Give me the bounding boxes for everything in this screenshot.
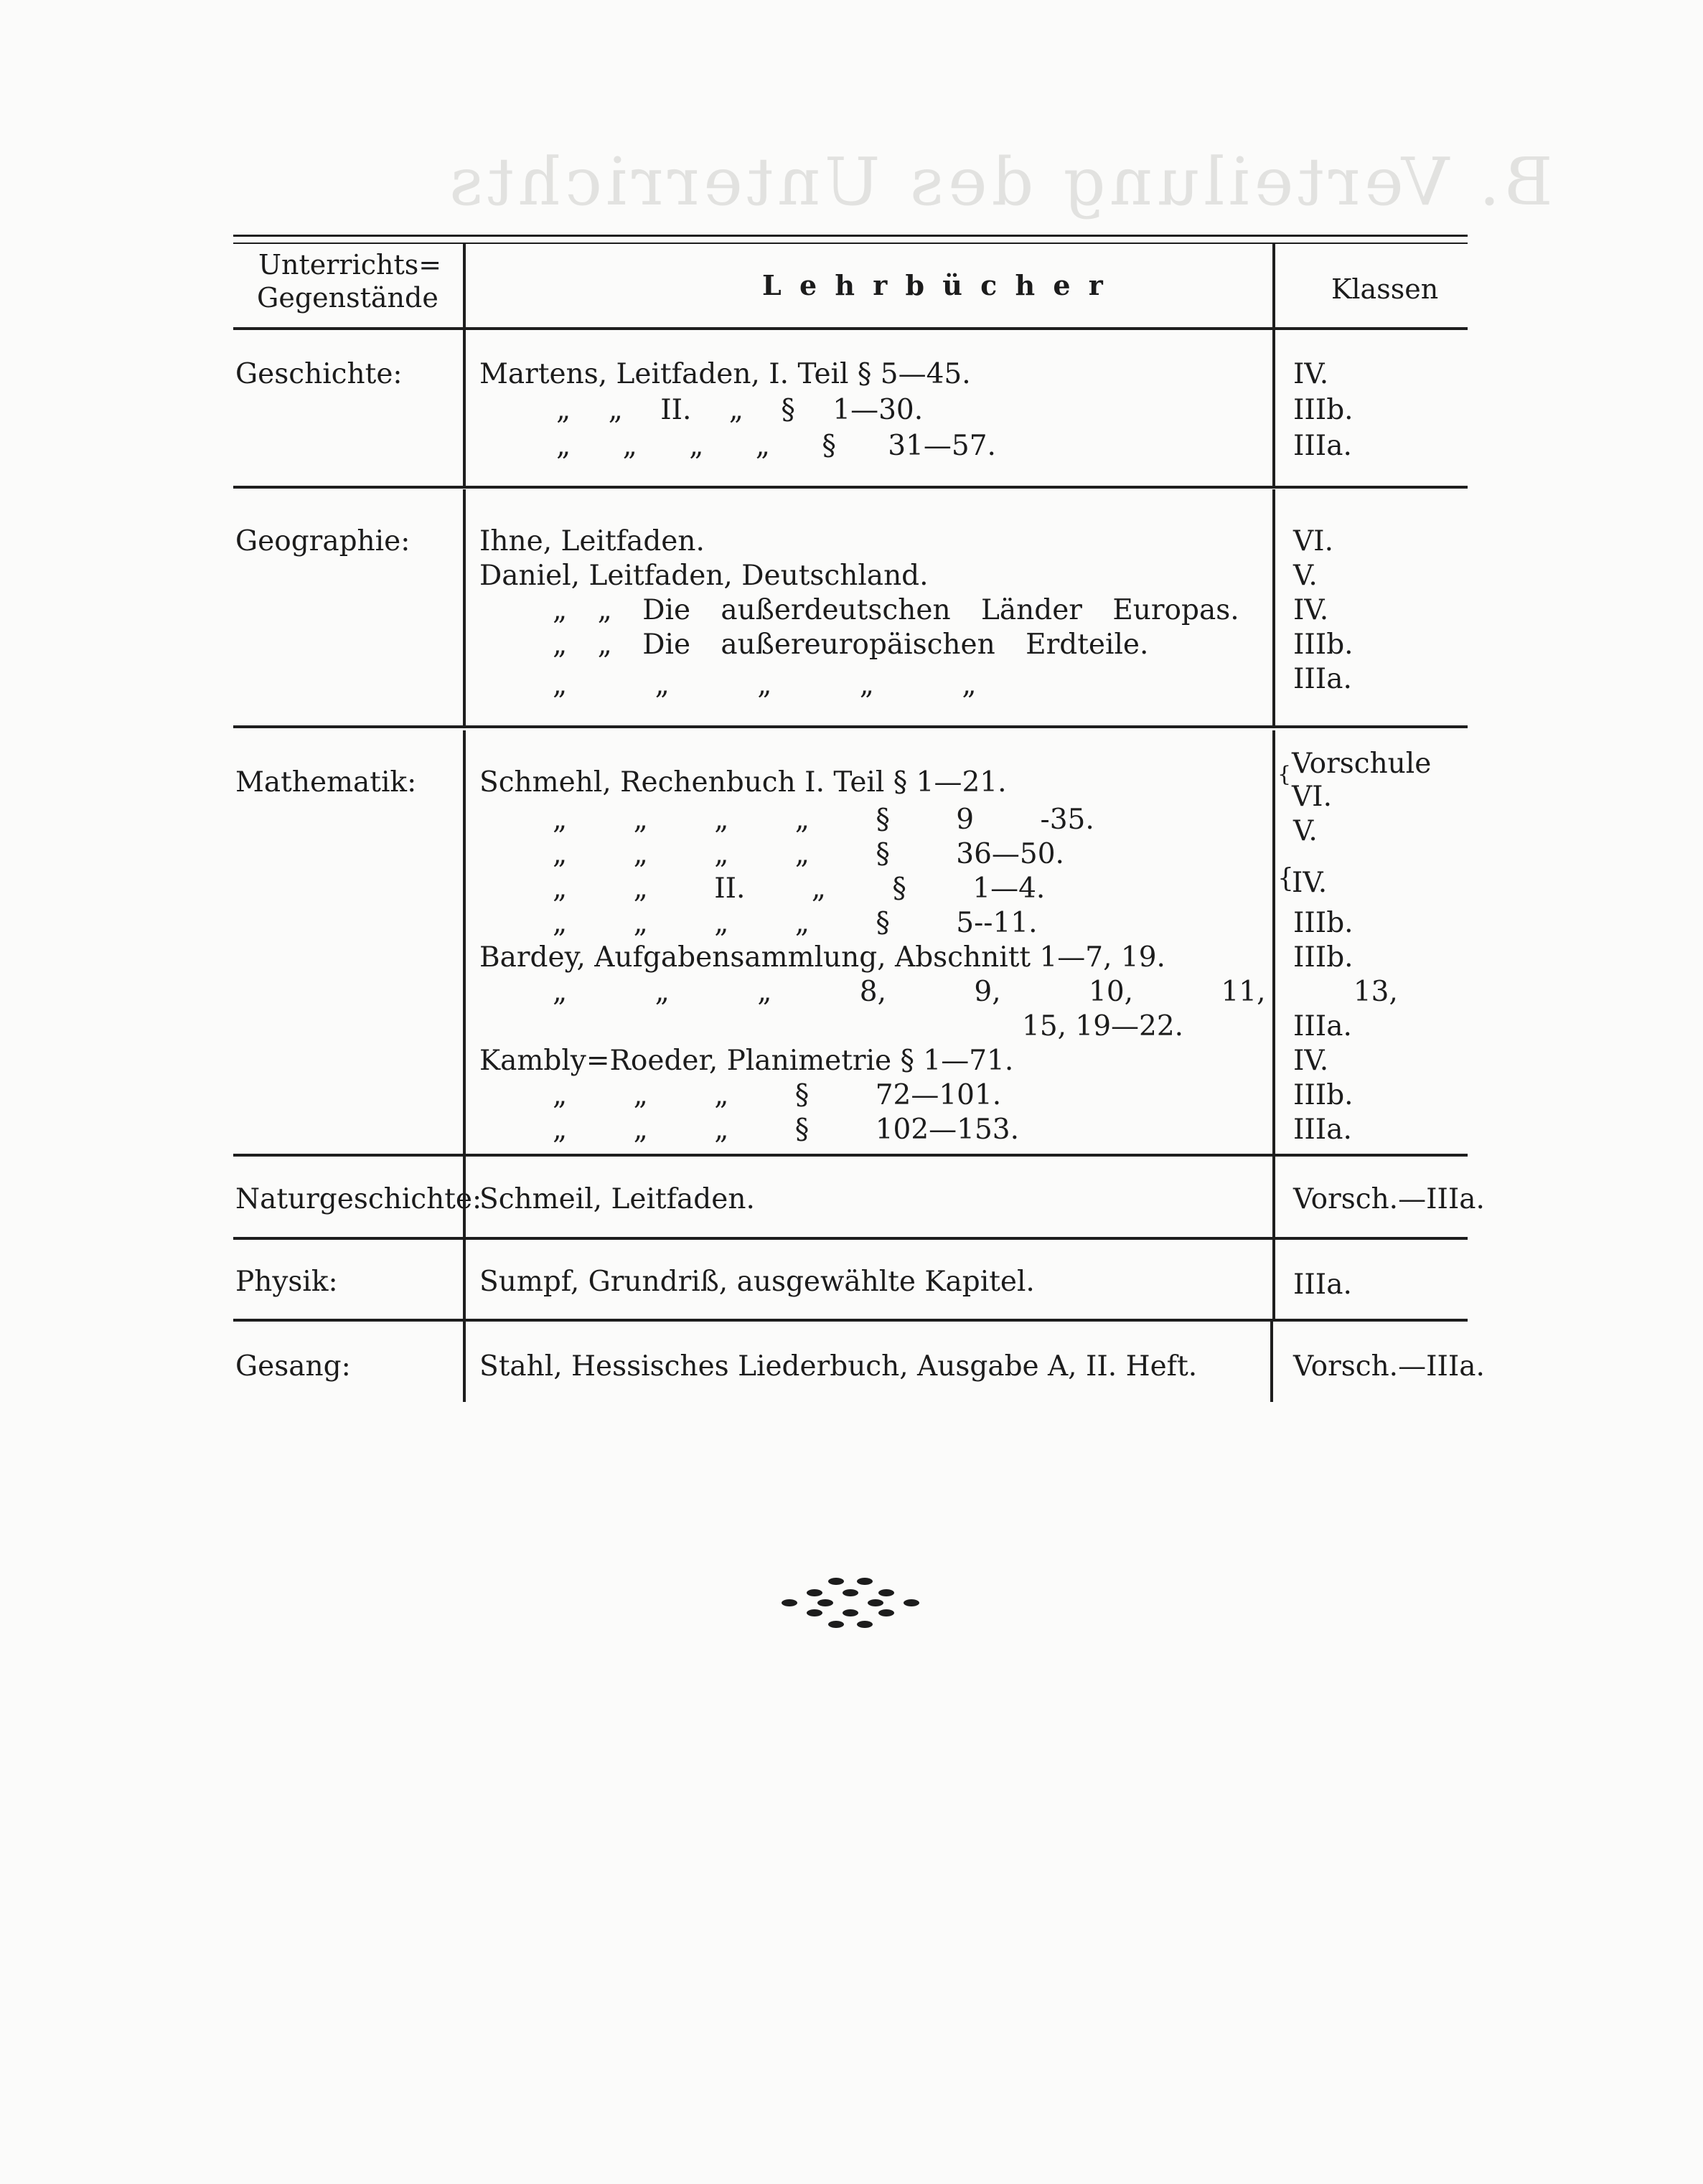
class-label: Vorschule xyxy=(1292,748,1432,780)
class-label: VI. xyxy=(1292,781,1332,813)
divider-left-1 xyxy=(463,244,466,329)
class-label: Vorsch.—IIIa. xyxy=(1293,1183,1485,1215)
class-label: IIIa. xyxy=(1293,663,1352,695)
divider-right-3 xyxy=(1272,489,1275,726)
class-label: Vorsch.—IIIa. xyxy=(1293,1350,1485,1383)
class-label: IIIb. xyxy=(1293,629,1354,661)
book-line: „ „ „ „ § 9 -35. xyxy=(553,804,1094,836)
subject-naturgeschichte: Naturgeschichte: xyxy=(235,1183,482,1215)
header-subjects-line1: Unterrichts= xyxy=(258,249,442,281)
header-bottom-rule xyxy=(233,327,1468,330)
book-line: Kambly=Roeder, Planimetrie § 1—71. xyxy=(479,1045,1014,1077)
book-line: Bardey, Aufgabensammlung, Abschnitt 1—7, 19. xyxy=(479,941,1165,974)
book-line: „ „ „ „ § 31—57. xyxy=(556,430,996,462)
row-rule xyxy=(233,486,1468,489)
book-line: Daniel, Leitfaden, Deutschland. xyxy=(479,560,929,592)
book-line: „ „ „ „ § 36—50. xyxy=(553,838,1064,870)
book-line: „ „ „ 8, 9, 10, 11, 13, xyxy=(553,976,1398,1008)
show-through-heading: B. Verteilung des Unterrichts xyxy=(445,143,1553,220)
divider-right-2 xyxy=(1272,329,1275,486)
class-label: VI. xyxy=(1293,525,1333,557)
divider-left-3 xyxy=(463,489,466,726)
divider-right-7 xyxy=(1270,1322,1273,1402)
book-line: „ „ „ „ § 5--11. xyxy=(553,907,1038,939)
divider-right-4 xyxy=(1272,730,1275,1155)
book-line: Schmehl, Rechenbuch I. Teil § 1—21. xyxy=(479,766,1007,799)
book-line: „ „ Die außerdeutschen Länder Europas. xyxy=(553,594,1239,626)
decorative-ornament-icon xyxy=(775,1576,926,1630)
divider-left-6 xyxy=(463,1240,466,1319)
class-label: IIIb. xyxy=(1293,394,1354,426)
header-subjects-line2: Gegenstände xyxy=(257,282,438,314)
class-label: IIIa. xyxy=(1293,430,1352,462)
book-line: Sumpf, Grundriß, ausgewählte Kapitel. xyxy=(479,1266,1035,1298)
subject-geographie: Geographie: xyxy=(235,525,410,557)
class-label: IV. xyxy=(1293,594,1329,626)
subject-geschichte: Geschichte: xyxy=(235,358,403,390)
header-books: L e h r b ü c h e r xyxy=(762,269,1107,301)
class-label: IIIa. xyxy=(1293,1010,1352,1042)
row-rule xyxy=(233,725,1468,728)
divider-right-5 xyxy=(1272,1157,1275,1237)
subject-mathematik: Mathematik: xyxy=(235,766,417,799)
class-label: V. xyxy=(1293,560,1318,592)
brace-vorschule-vi: { xyxy=(1277,762,1292,787)
divider-left-4 xyxy=(463,730,466,1155)
book-line: „ „ „ § 72—101. xyxy=(553,1079,1002,1111)
class-label: IIIb. xyxy=(1293,941,1354,974)
book-line: Ihne, Leitfaden. xyxy=(479,525,705,557)
class-label: IIIa. xyxy=(1293,1114,1352,1146)
subject-gesang: Gesang: xyxy=(235,1350,351,1383)
book-line: 15, 19—22. xyxy=(1022,1010,1184,1042)
class-label: V. xyxy=(1293,815,1318,847)
row-rule xyxy=(233,1237,1468,1240)
book-line: „ „ II. „ § 1—4. xyxy=(553,872,1046,905)
class-label: IIIa. xyxy=(1293,1268,1352,1301)
class-label: IV. xyxy=(1293,358,1329,390)
book-line: „ „ „ „ „ xyxy=(553,669,977,701)
table-top-rule-thin xyxy=(233,243,1468,244)
class-label: IIIb. xyxy=(1293,1079,1354,1111)
divider-right-6 xyxy=(1272,1240,1275,1319)
divider-left-2 xyxy=(463,329,466,486)
header-classes: Klassen xyxy=(1331,273,1439,305)
book-line: „ „ II. „ § 1—30. xyxy=(556,394,924,426)
class-label: IIIb. xyxy=(1293,907,1354,939)
divider-right-1 xyxy=(1272,244,1275,329)
subject-physik: Physik: xyxy=(235,1266,338,1298)
class-label: IV. xyxy=(1293,1045,1329,1077)
row-rule xyxy=(233,1319,1468,1322)
book-line: „ „ „ § 102—153. xyxy=(553,1114,1019,1146)
table-top-rule xyxy=(233,235,1468,237)
book-line: Stahl, Hessisches Liederbuch, Ausgabe A, II. Heft. xyxy=(479,1350,1198,1383)
book-line: „ „ Die außereuropäischen Erdteile. xyxy=(553,629,1149,661)
book-line: Martens, Leitfaden, I. Teil § 5—45. xyxy=(479,358,971,390)
divider-left-7 xyxy=(463,1322,466,1402)
row-rule xyxy=(233,1154,1468,1157)
brace-iv: { xyxy=(1277,864,1294,893)
class-label: IV. xyxy=(1292,867,1328,899)
book-line: Schmeil, Leitfaden. xyxy=(479,1183,755,1215)
